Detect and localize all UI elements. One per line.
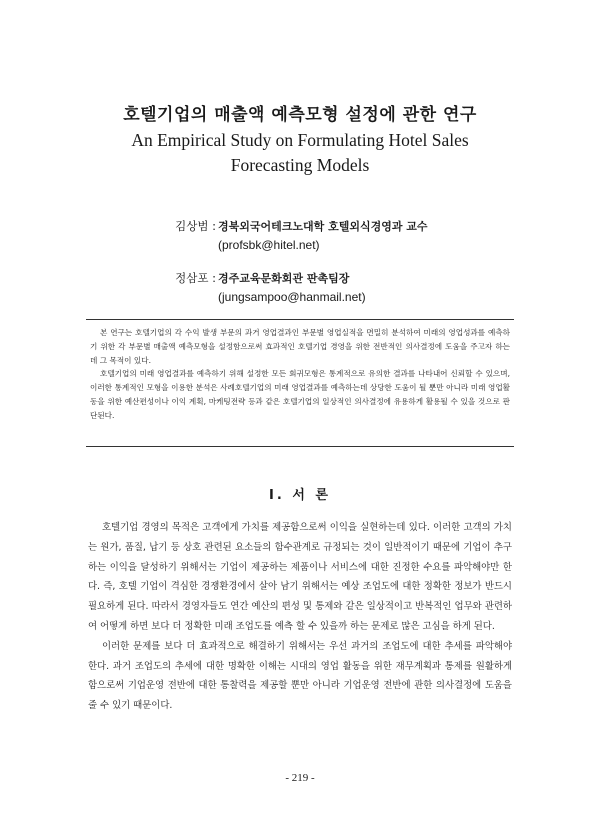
author-entry — [0, 270, 600, 322]
english-title-line-1: An Empirical Study on Formulating Hotel Sales — [131, 130, 469, 150]
author-affiliation: 경북외국어테크노대학 호텔외식경영과 교수 — [218, 220, 428, 233]
abstract-paragraph: 호텔기업의 미래 영업결과를 예측하기 위해 설정한 모든 회귀모형은 통계적으로 유의한 결과를 나타내어 신뢰할 수 있으며, 이러한 통계적인 모형을 이용한 분석은 사례호텔기업의 미래 영업결과를 예측하는데 상당한 도움이 될 뿐만 아니라 미래 영업활동을 위한 예산편성이나 이익 계획, 마케팅전략 등과 같은 호텔기업의 일상적인 의사결정에 유용하게 활용될 수 있을 것으로 판단된다. — [90, 369, 510, 420]
body-text — [88, 518, 512, 716]
section-heading: Ⅰ. 서 론 — [269, 488, 331, 503]
page-number: - 219 - — [285, 772, 315, 784]
author-block — [0, 218, 600, 322]
author-entry — [0, 218, 600, 270]
author-email: (jungsampoo@hanmail.net) — [218, 290, 366, 304]
abstract-paragraph: 본 연구는 호텔기업의 각 수익 발생 부문의 과거 영업결과인 부문별 영업실적을 면밀히 분석하여 미래의 영업성과를 예측하기 위한 각 부문별 매출액 예측모형을 설정함으로써 효과적인 호텔기업 경영을 위한 전반적인 의사결정에 도움을 주고자 하는 데 그 목적이 있다. — [90, 328, 510, 365]
english-title-line-2: Forecasting Models — [230, 155, 370, 175]
author-email: (profsbk@hitel.net) — [218, 238, 320, 252]
author-name: 정삼포 : — [175, 271, 216, 285]
author-affiliation: 경주교육문화회관 판촉팀장 — [218, 272, 350, 285]
body-paragraph: 호텔기업 경영의 목적은 고객에게 가치를 제공함으로써 이익을 실현하는데 있다. 이러한 고객의 가치는 원가, 품질, 납기 등 상호 관련된 요소들의 함수관계로 규정되는 것이 일반적이기 때문에 기업이 추구하는 이익을 달성하기 위해서는 기업이 제공하는 제품이나 서비스에 대한 진정한 수요를 파악해야만 한다. 즉, 호텔 기업이 격심한 경쟁환경에서 살아 남기 위해서는 예상 조업도에 대한 정확한 정보가 반드시 필요하게 된다. 따라서 경영자들도 연간 예산의 편성 및 통제와 같은 일상적이고 반복적인 업무와 관련하여 어떻게 하면 보다 더 정확한 미래 조업도를 예측 할 수 있을까 하는 문제로 많은 고심을 하게 된다. — [88, 522, 512, 632]
korean-title: 호텔기업의 매출액 예측모형 설정에 관한 연구 — [123, 105, 477, 125]
abstract-box — [86, 319, 514, 447]
author-name: 김상범 : — [175, 219, 216, 233]
english-title — [0, 128, 600, 178]
body-paragraph: 이러한 문제를 보다 더 효과적으로 해결하기 위해서는 우선 과거의 조업도에 대한 추세를 파악해야 한다. 과거 조업도의 추세에 대한 명확한 이해는 시대의 영업 활동을 위한 재무계획과 통제를 원활하게 함으로써 기업운영 전반에 대한 통찰력을 제공할 뿐만 아니라 기업운영 전반에 관한 의사결정에 도움을 줄 수 있기 때문이다. — [88, 640, 512, 712]
